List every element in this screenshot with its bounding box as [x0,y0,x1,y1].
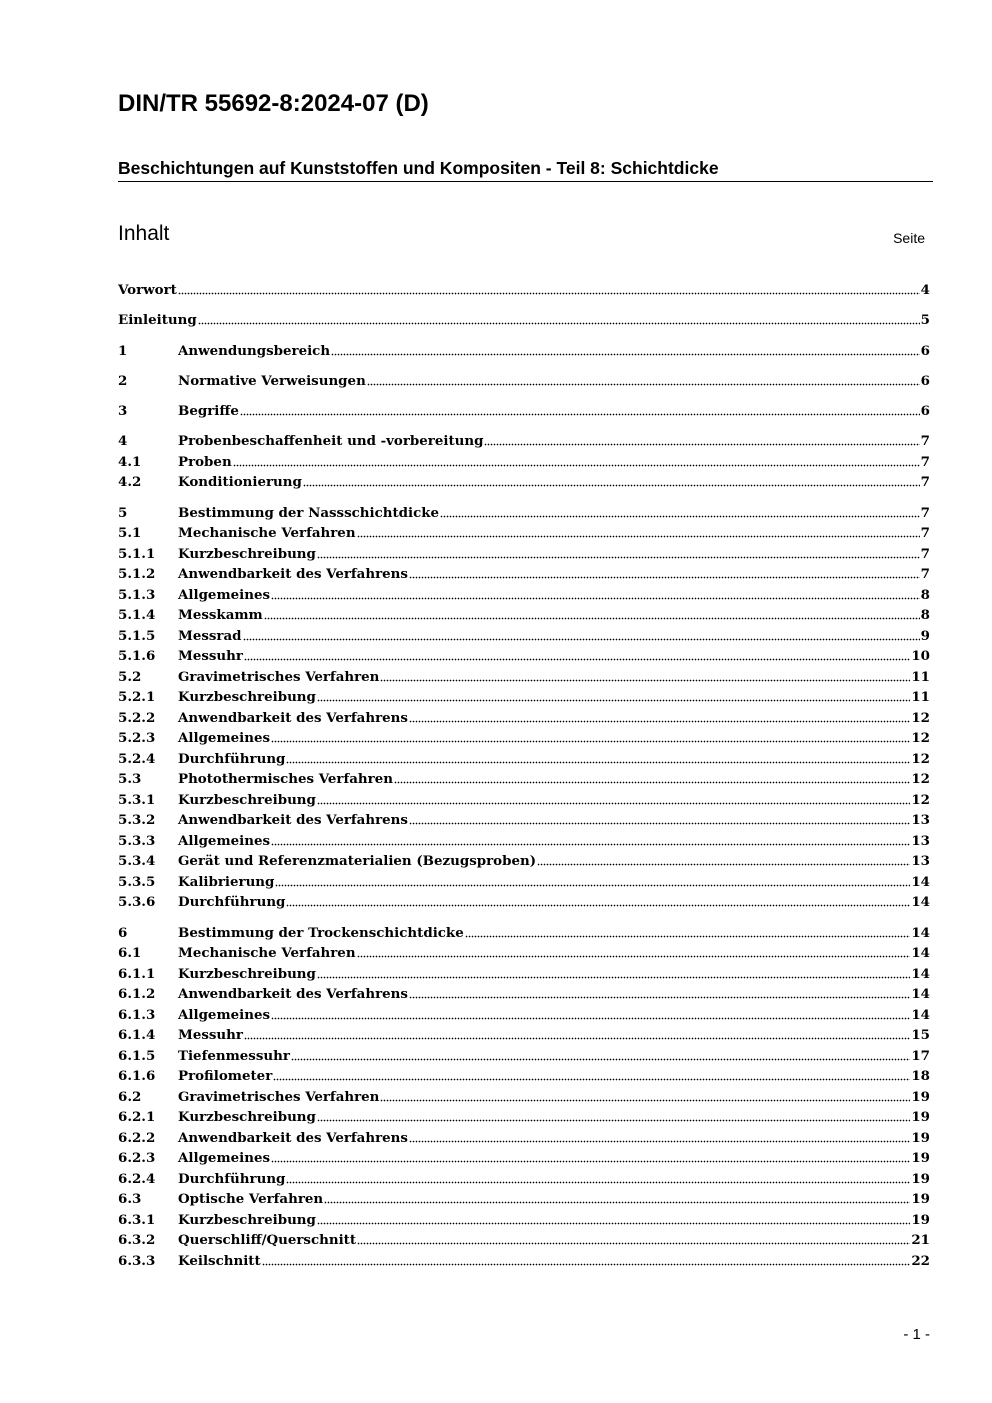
toc-entry-label: Profilometer [178,1068,273,1085]
toc-entry[interactable] [118,749,930,770]
toc-entry-number: 3 [118,403,128,420]
toc-entry-label: Anwendbarkeit des Verfahrens [178,1129,408,1146]
document-title: Beschichtungen auf Kunststoffen und Kompositen - Teil 8: Schichtdicke [118,158,933,182]
toc-entry[interactable] [118,810,930,831]
toc-dot-leader [317,974,910,980]
toc-entry-label: Durchführung [178,1170,286,1187]
toc-dot-leader [409,995,910,1001]
toc-dot-leader [243,636,920,642]
toc-entry-label: Konditionierung [178,474,302,491]
toc-dot-leader [409,575,920,581]
toc-entry[interactable] [118,1128,930,1149]
toc-entry-page: 18 [911,1068,930,1085]
toc-entry-label: Gerät und Referenzmaterialien (Bezugsproben) [178,853,537,870]
toc-entry[interactable] [118,831,930,852]
toc-entry-page: 11 [911,689,930,706]
toc-entry-page: 6 [920,403,930,420]
toc-entry[interactable] [118,984,930,1005]
toc-entry-page: 12 [911,750,930,767]
toc-dot-leader [537,862,910,868]
toc-entry[interactable] [118,1251,930,1272]
toc-entry-label: Anwendungsbereich [178,342,331,359]
toc-dot-leader [409,718,910,724]
toc-entry-number: 5.3.1 [118,791,156,808]
toc-entry-page: 21 [911,1232,930,1249]
toc-entry-page: 13 [911,832,930,849]
toc-entry-number: 6.1.5 [118,1047,156,1064]
toc-entry[interactable] [118,851,930,872]
toc-entry-label: Einleitung [118,312,197,329]
toc-dot-leader [394,780,910,786]
toc-entry-label: Durchführung [178,750,286,767]
toc-entry-label: Mechanische Verfahren [178,945,356,962]
toc-entry-number: 5.2.3 [118,730,156,747]
toc-entry-page: 10 [911,648,930,665]
toc-entry[interactable] [118,790,930,811]
toc-entry-page: 12 [911,730,930,747]
toc-entry-page: 14 [911,924,930,941]
toc-dot-leader [357,1241,910,1247]
toc-entry-label: Anwendbarkeit des Verfahrens [178,986,408,1003]
toc-entry[interactable] [118,544,930,565]
toc-dot-leader [198,321,920,327]
toc-entry-page: 19 [911,1109,930,1126]
toc-entry[interactable] [118,564,930,585]
toc-entry-page: 12 [911,771,930,788]
toc-entry[interactable] [118,503,930,524]
toc-entry-number: 5.1.2 [118,566,156,583]
toc-entry-page: 8 [920,586,930,603]
toc-entry-number: 6.2.1 [118,1109,156,1126]
document-id: DIN/TR 55692-8:2024-07 (D) [118,90,429,117]
toc-entry-page: 14 [911,945,930,962]
toc-entry-label: Allgemeines [178,586,271,603]
toc-entry-label: Mechanische Verfahren [178,525,356,542]
toc-entry-label: Kurzbeschreibung [178,545,316,562]
toc-entry-page: 19 [911,1211,930,1228]
toc-entry-page: 7 [920,453,930,470]
toc-entry-label: Messuhr [178,1027,243,1044]
toc-entry[interactable] [118,523,930,544]
toc-entry-page: 14 [911,873,930,890]
table-of-contents [118,280,930,1271]
toc-dot-leader [484,442,919,448]
toc-entry[interactable] [118,667,930,688]
toc-entry[interactable] [118,626,930,647]
toc-entry[interactable] [118,452,930,473]
toc-entry-number: 6 [118,924,128,941]
toc-entry-page: 12 [911,709,930,726]
toc-entry-label: Messuhr [178,648,243,665]
toc-entry-number: 4.2 [118,474,142,491]
toc-entry-number: 6.3.3 [118,1252,156,1269]
toc-entry-label: Keilschnitt [178,1252,261,1269]
toc-entry-page: 15 [911,1027,930,1044]
toc-entry-label: Gravimetrisches Verfahren [178,1088,380,1105]
toc-entry[interactable] [118,472,930,493]
toc-dot-leader [440,513,920,519]
toc-dot-leader [331,351,920,357]
toc-entry-label: Bestimmung der Nassschichtdicke [178,504,440,521]
toc-dot-leader [286,903,910,909]
toc-entry-label: Normative Verweisungen [178,372,366,389]
toc-dot-leader [286,1179,910,1185]
toc-entry-page: 7 [920,504,930,521]
toc-dot-leader [367,381,920,387]
toc-dot-leader [409,1138,910,1144]
toc-entry[interactable] [118,1025,930,1046]
toc-entry-number: 6.1.6 [118,1068,156,1085]
toc-entry-page: 7 [920,566,930,583]
toc-entry-label: Kurzbeschreibung [178,689,316,706]
toc-dot-leader [271,1015,910,1021]
toc-entry-number: 5.1.4 [118,607,156,624]
toc-entry[interactable] [118,1087,930,1108]
toc-dot-leader [317,1118,910,1124]
toc-entry-label: Optische Verfahren [178,1191,324,1208]
toc-entry-page: 19 [911,1150,930,1167]
toc-entry[interactable] [118,1169,930,1190]
toc-entry[interactable] [118,964,930,985]
toc-entry-label: Kurzbeschreibung [178,1211,316,1228]
toc-dot-leader [357,954,911,960]
toc-entry-label: Photothermisches Verfahren [178,771,393,788]
toc-entry-number: 5.3 [118,771,142,788]
toc-entry-number: 5.1.5 [118,627,156,644]
toc-entry-number: 6.1.4 [118,1027,156,1044]
toc-entry-page: 19 [911,1170,930,1187]
toc-entry-label: Anwendbarkeit des Verfahrens [178,812,408,829]
toc-entry-number: 5.2 [118,668,142,685]
toc-dot-leader [380,1097,910,1103]
toc-entry-label: Gravimetrisches Verfahren [178,668,380,685]
toc-entry[interactable] [118,1107,930,1128]
toc-dot-leader [317,1220,910,1226]
toc-entry-number: 6.2.2 [118,1129,156,1146]
toc-entry-page: 7 [920,433,930,450]
toc-dot-leader [303,483,920,489]
toc-entry-number: 6.3 [118,1191,142,1208]
toc-entry[interactable] [118,646,930,667]
toc-entry[interactable] [118,431,930,452]
toc-entry-number: 6.2 [118,1088,142,1105]
toc-entry-number: 6.3.2 [118,1232,156,1249]
toc-entry-number: 5.3.4 [118,853,156,870]
toc-entry-label: Durchführung [178,894,286,911]
toc-entry-number: 6.2.3 [118,1150,156,1167]
toc-entry-page: 6 [920,372,930,389]
toc-dot-leader [286,759,910,765]
toc-entry-page: 6 [920,342,930,359]
toc-dot-leader [357,534,920,540]
toc-entry[interactable] [118,280,930,301]
toc-entry[interactable] [118,1046,930,1067]
toc-entry-label: Allgemeines [178,832,271,849]
toc-entry[interactable] [118,1210,930,1231]
toc-entry-label: Proben [178,453,232,470]
toc-entry-page: 8 [920,607,930,624]
toc-dot-leader [317,554,920,560]
toc-entry-number: 6.2.4 [118,1170,156,1187]
toc-entry-page: 7 [920,545,930,562]
toc-entry-page: 14 [911,965,930,982]
toc-entry-number: 6.1.2 [118,986,156,1003]
toc-entry[interactable] [118,341,930,362]
toc-entry-number: 5.2.4 [118,750,156,767]
toc-entry-page: 22 [911,1252,930,1269]
toc-entry[interactable] [118,371,930,392]
toc-entry-page: 14 [911,986,930,1003]
toc-dot-leader [262,1261,911,1267]
toc-entry[interactable] [118,943,930,964]
toc-entry-number: 6.1.1 [118,965,156,982]
toc-dot-leader [244,657,910,663]
toc-entry-number: 4.1 [118,453,142,470]
toc-entry-page: 17 [911,1047,930,1064]
toc-entry-number: 5.1.6 [118,648,156,665]
toc-dot-leader [409,821,910,827]
toc-entry[interactable] [118,1148,930,1169]
toc-entry[interactable] [118,1005,930,1026]
toc-entry-page: 9 [920,627,930,644]
toc-entry[interactable] [118,769,930,790]
toc-entry-number: 5 [118,504,128,521]
toc-entry[interactable] [118,728,930,749]
toc-entry-label: Probenbeschaffenheit und -vorbereitung [178,433,484,450]
toc-dot-leader [317,698,910,704]
toc-dot-leader [264,616,920,622]
toc-entry-label: Bestimmung der Trockenschichtdicke [178,924,464,941]
toc-entry[interactable] [118,872,930,893]
toc-entry-page: 4 [920,282,930,298]
toc-page-column-label: Seite [893,230,925,246]
toc-entry-label: Allgemeines [178,730,271,747]
toc-entry-label: Allgemeines [178,1006,271,1023]
toc-entry-number: 2 [118,372,128,389]
toc-entry-label: Kurzbeschreibung [178,791,316,808]
toc-dot-leader [291,1056,910,1062]
toc-entry-page: 14 [911,1006,930,1023]
toc-entry[interactable] [118,1230,930,1251]
toc-entry-number: 6.1 [118,945,142,962]
toc-entry-page: 7 [920,474,930,491]
toc-heading: Inhalt [118,222,170,245]
toc-entry-number: 5.3.3 [118,832,156,849]
toc-dot-leader [240,412,920,418]
toc-entry-page: 7 [920,525,930,542]
toc-entry-label: Tiefenmessuhr [178,1047,290,1064]
toc-dot-leader [178,291,920,297]
toc-dot-leader [380,677,910,683]
toc-dot-leader [465,933,911,939]
toc-entry[interactable] [118,892,930,913]
toc-dot-leader [244,1036,910,1042]
toc-entry-number: 5.3.5 [118,873,156,890]
toc-entry[interactable] [118,687,930,708]
toc-entry-number: 5.2.2 [118,709,156,726]
toc-entry-page: 12 [911,791,930,808]
toc-entry-number: 5.1.3 [118,586,156,603]
toc-entry-number: 6.3.1 [118,1211,156,1228]
toc-entry-number: 5.1 [118,525,142,542]
toc-dot-leader [271,841,910,847]
toc-dot-leader [271,739,910,745]
toc-entry[interactable] [118,585,930,606]
toc-entry[interactable] [118,708,930,729]
toc-entry-label: Messrad [178,627,242,644]
toc-entry-number: 5.3.2 [118,812,156,829]
toc-entry-label: Anwendbarkeit des Verfahrens [178,709,408,726]
toc-entry[interactable] [118,401,930,422]
toc-entry-page: 14 [911,894,930,911]
toc-entry-label: Kurzbeschreibung [178,965,316,982]
toc-entry-page: 13 [911,853,930,870]
toc-entry-label: Querschliff/Querschnitt [178,1232,357,1249]
toc-dot-leader [317,800,910,806]
toc-entry-page: 19 [911,1088,930,1105]
toc-entry-number: 6.1.3 [118,1006,156,1023]
toc-dot-leader [271,1159,910,1165]
toc-dot-leader [271,595,920,601]
toc-entry-label: Begriffe [178,403,239,420]
toc-dot-leader [273,1077,910,1083]
toc-entry[interactable] [118,1189,930,1210]
toc-dot-leader [324,1200,910,1206]
toc-dot-leader [233,462,920,468]
toc-entry-page: 5 [920,312,930,329]
page-number: - 1 - [903,1326,930,1343]
toc-entry-number: 1 [118,342,128,359]
toc-entry[interactable] [118,1066,930,1087]
toc-entry-label: Kurzbeschreibung [178,1109,316,1126]
toc-entry-number: 5.3.6 [118,894,156,911]
toc-entry[interactable] [118,310,930,331]
toc-entry-label: Messkamm [178,607,263,624]
toc-dot-leader [275,882,910,888]
toc-entry-label: Kalibrierung [178,873,275,890]
toc-entry-label: Allgemeines [178,1150,271,1167]
toc-entry[interactable] [118,923,930,944]
toc-entry-number: 5.2.1 [118,689,156,706]
toc-entry-label: Anwendbarkeit des Verfahrens [178,566,408,583]
toc-entry-page: 19 [911,1191,930,1208]
toc-entry-page: 11 [911,668,930,685]
toc-entry-page: 13 [911,812,930,829]
toc-entry[interactable] [118,605,930,626]
toc-entry-number: 4 [118,433,128,450]
toc-entry-number: 5.1.1 [118,545,156,562]
toc-entry-page: 19 [911,1129,930,1146]
toc-entry-label: Vorwort [118,282,177,298]
